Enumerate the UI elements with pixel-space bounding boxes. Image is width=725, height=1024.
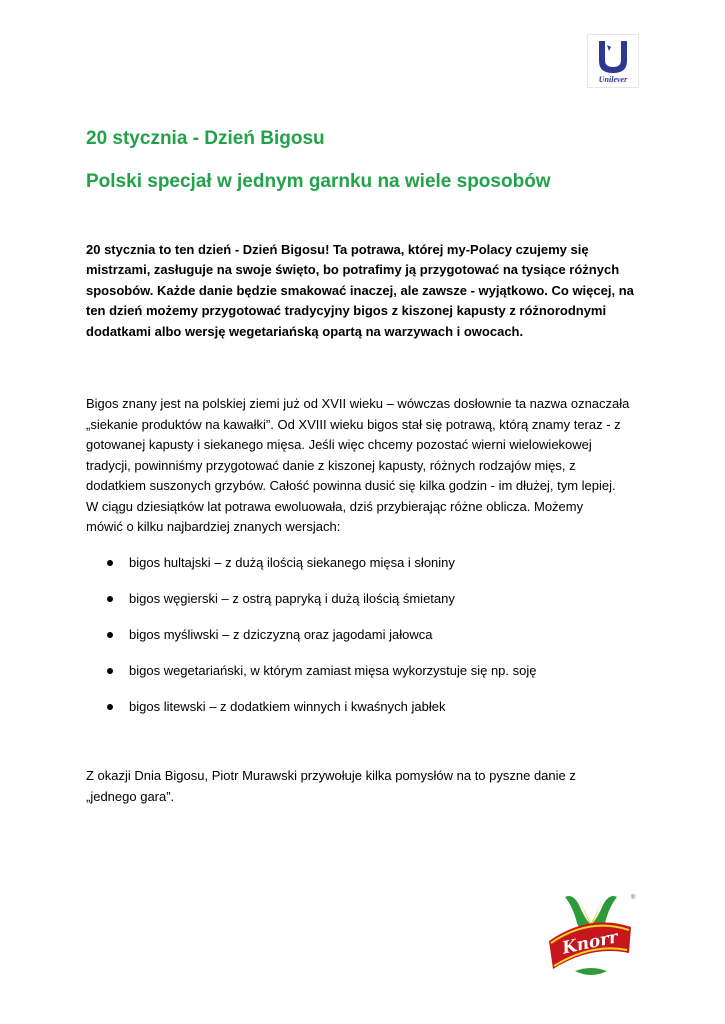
bigos-varieties-list xyxy=(107,553,536,733)
lead-line: 20 stycznia to ten dzień - Dzień Bigosu! Ta potrawa, której my-Polacy czujemy się xyxy=(86,242,589,257)
list-item xyxy=(107,625,536,661)
list-item xyxy=(107,589,536,625)
main-title: 20 stycznia - Dzień Bigosu xyxy=(86,128,325,149)
closing-paragraph xyxy=(86,766,646,807)
body-line: Bigos znany jest na polskiej ziemi już od XVII wieku – wówczas dosłownie ta nazwa oznaczała xyxy=(86,396,630,411)
body-line: dodatkiem suszonych grzybów. Całość powinna dusić się kilka godzin - im dłużej, tym lepiej. xyxy=(86,478,616,493)
list-item xyxy=(107,697,536,733)
list-item-text: bigos myśliwski – z dziczyzną oraz jagodami jałowca xyxy=(129,627,433,642)
body-line: W ciągu dziesiątków lat potrawa ewoluowała, dziś przybierając różne oblicza. Możemy xyxy=(86,498,584,514)
lead-line: mistrzami, zasługuje na swoje święto, bo potrafimy ją przygotować na tysiące różnych xyxy=(86,262,620,278)
body-line: „siekanie produktów na kawałki”. Od XVIII wieku bigos stał się potrawą, którą znamy teraz - z xyxy=(86,416,621,432)
list-item xyxy=(107,553,536,589)
bullet-icon xyxy=(107,668,113,674)
knorr-wordmark: Knorr xyxy=(560,927,620,959)
body-line: tradycji, powinniśmy przygotować danie z kiszonej kapusty, różnych rodzajów mięs, z xyxy=(86,457,576,473)
registered-mark: ® xyxy=(631,895,636,901)
list-item-text: bigos litewski – z dodatkiem winnych i kwaśnych jabłek xyxy=(129,699,446,714)
history-paragraph xyxy=(86,394,646,538)
lead-line: dodatkami albo wersję wegetariańską opartą na warzywach i owocach. xyxy=(86,323,524,339)
subtitle: Polski specjał w jednym garnku na wiele sposobów xyxy=(86,171,551,192)
bullet-icon xyxy=(107,632,113,638)
list-item-text: bigos węgierski – z ostrą papryką i dużą ilością śmietany xyxy=(129,591,455,606)
lead-paragraph xyxy=(86,240,646,342)
body-line: mówić o kilku najbardziej znanych wersjach: xyxy=(86,519,341,534)
list-item xyxy=(107,661,536,697)
list-item-text: bigos hultajski – z dużą ilością siekanego mięsa i słoniny xyxy=(129,555,455,570)
lead-line: sposobów. Każde danie będzie smakować inaczej, ale zawsze - wyjątkowo. Co więcej, na xyxy=(86,282,634,298)
unilever-wordmark: Unilever xyxy=(598,75,628,84)
bullet-icon xyxy=(107,704,113,710)
knorr-logo xyxy=(545,893,637,981)
unilever-logo xyxy=(587,34,639,88)
bullet-icon xyxy=(107,596,113,602)
body-line: gotowanej kapusty i siekanego mięsa. Jeśli więc chcemy pozostać wierni wielowiekowej xyxy=(86,437,592,452)
closing-line: Z okazji Dnia Bigosu, Piotr Murawski przywołuje kilka pomysłów na to pyszne danie z xyxy=(86,768,576,783)
lead-line: ten dzień możemy przygotować tradycyjny bigos z kiszonej kapusty z różnorodnymi xyxy=(86,303,607,319)
closing-line: „jednego gara”. xyxy=(86,788,175,804)
list-item-text: bigos wegetariański, w którym zamiast mięsa wykorzystuje się np. soję xyxy=(129,663,537,678)
bullet-icon xyxy=(107,560,113,566)
